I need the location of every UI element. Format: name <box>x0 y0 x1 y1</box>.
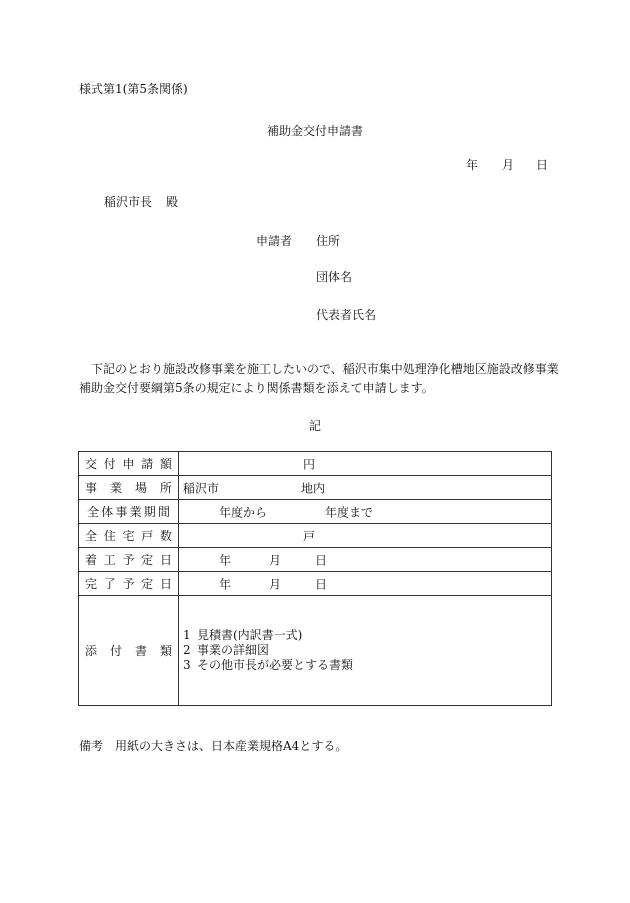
period-to: 年度まで <box>325 505 374 519</box>
date-day: 日 <box>536 158 549 172</box>
amount-label: 交付申請額 <box>79 452 179 476</box>
period-from: 年度から <box>219 505 268 519</box>
attachments-list <box>183 628 547 673</box>
start-date-value <box>179 548 552 572</box>
end-date-value <box>179 572 552 596</box>
table-row-period <box>79 500 552 524</box>
households-value <box>179 524 552 548</box>
attachment-item: 2 事業の詳細図 <box>183 643 270 657</box>
attachment-item: 1 見積書(内訳書一式) <box>183 628 303 642</box>
households-label: 全住宅戸数 <box>79 524 179 548</box>
remarks <box>79 737 347 754</box>
end-date-label: 完了予定日 <box>79 572 179 596</box>
end-month: 月 <box>269 577 282 591</box>
addressee-honorific: 殿 <box>166 195 179 209</box>
attachment-item: 3 その他市長が必要とする書類 <box>183 658 354 672</box>
location-label: 事業場所 <box>79 476 179 500</box>
body-line-2: 補助金交付要綱第5条の規定により関係書類を添えて申請します。 <box>79 381 434 395</box>
households-unit: 戸 <box>303 529 316 543</box>
ki-heading: 記 <box>308 419 321 433</box>
period-label: 全体事業期間 <box>79 500 179 524</box>
amount-unit: 円 <box>303 457 316 471</box>
date-month: 月 <box>502 158 515 172</box>
location-value <box>179 476 552 500</box>
applicant-label: 申請者 <box>256 234 293 248</box>
application-table <box>78 451 552 706</box>
document-title: 補助金交付申請書 <box>266 124 363 138</box>
applicant-address-label: 住所 <box>316 234 341 248</box>
remarks-label: 備考 <box>79 739 104 753</box>
period-value <box>179 500 552 524</box>
applicant-rep-label: 代表者氏名 <box>316 308 377 322</box>
table-row-location <box>79 476 552 500</box>
form-number: 様式第1(第5条関係) <box>79 82 188 96</box>
end-year: 年 <box>219 577 232 591</box>
start-date-label: 着工予定日 <box>79 548 179 572</box>
remarks-text: 用紙の大きさは、日本産業規格A4とする。 <box>115 739 348 753</box>
body-line-1: 下記のとおり施設改修事業を施工したいので、稲沢市集中処理浄化槽地区施設改修事業 <box>91 362 559 376</box>
attachments-value <box>179 596 552 706</box>
start-month: 月 <box>269 553 282 567</box>
addressee <box>104 193 178 210</box>
table-row-amount <box>79 452 552 476</box>
start-year: 年 <box>219 553 232 567</box>
location-city: 稲沢市 <box>183 481 220 495</box>
start-day: 日 <box>315 553 328 567</box>
body-text <box>79 360 559 398</box>
addressee-name: 稲沢市長 <box>104 195 153 209</box>
applicant-org-label: 団体名 <box>316 270 353 284</box>
date-year: 年 <box>466 158 479 172</box>
location-suffix: 地内 <box>301 481 326 495</box>
attachments-label: 添付書類 <box>79 596 179 706</box>
table-row-households <box>79 524 552 548</box>
table-row-attachments <box>79 596 552 706</box>
table-row-start-date <box>79 548 552 572</box>
amount-value <box>179 452 552 476</box>
table-row-end-date <box>79 572 552 596</box>
end-day: 日 <box>315 577 328 591</box>
